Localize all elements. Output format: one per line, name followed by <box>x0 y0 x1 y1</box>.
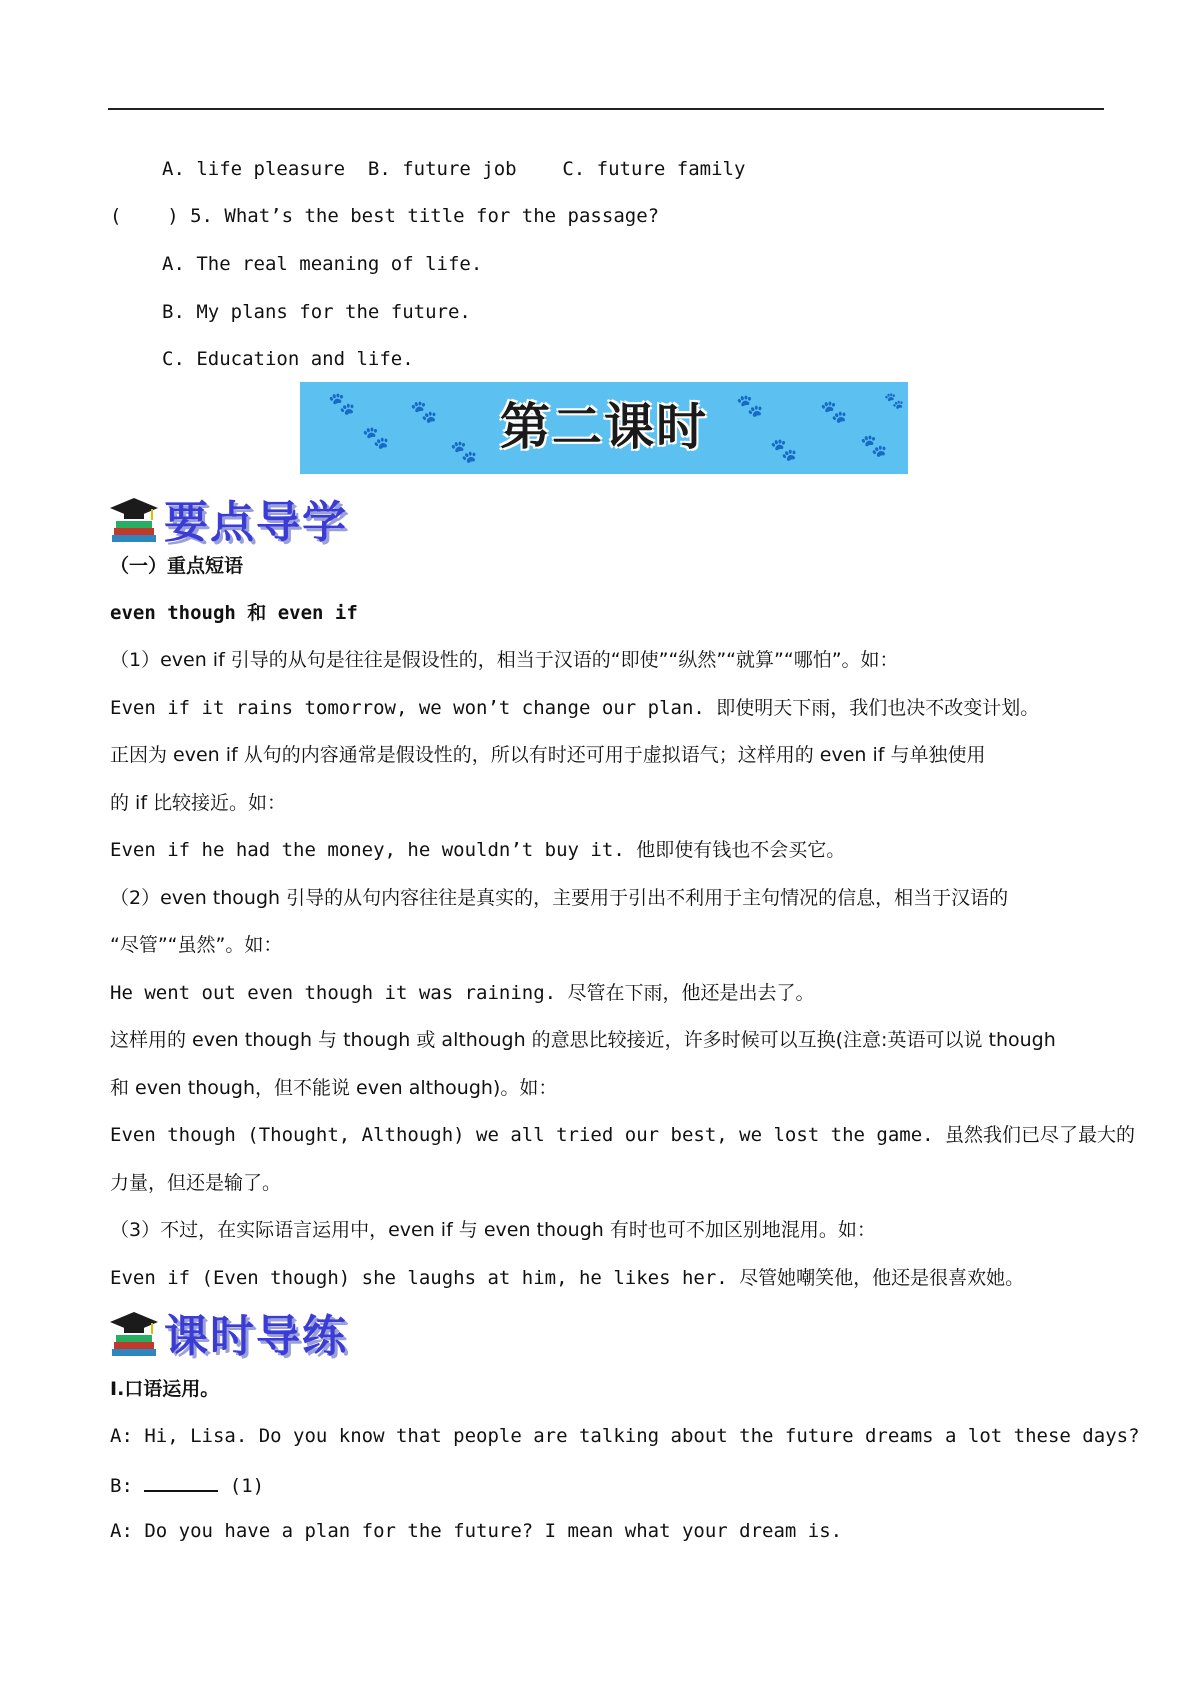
explanation-line: （3）不过，在实际语言运用中，even if 与 even though 有时也可不加区别地混用。如： <box>110 1219 876 1241</box>
explanation-line: （1）even if 引导的从句是往往是假设性的，相当于汉语的“即使”“纵然”“就算”“哪怕”。如： <box>110 649 899 671</box>
paw-icon: 🐾 <box>450 440 478 465</box>
explanation-line: （2）even though 引导的从句内容往往是真实的，主要用于引出不利用于主句情况的信息，相当于汉语的 <box>110 887 1009 909</box>
q5-option-a: A. The real meaning of life. <box>162 253 483 275</box>
dialogue-line: A: Do you have a plan for the future? I mean what your dream is. <box>110 1520 843 1542</box>
paw-icon: 🐾 <box>328 392 356 417</box>
q5-option-b: B. My plans for the future. <box>162 301 471 323</box>
q5-stem: ( ) 5. What’s the best title for the passage? <box>110 205 660 227</box>
section-title: 课时导练 <box>164 1311 348 1362</box>
paw-icon: 🐾 <box>884 391 904 410</box>
blank-number: (1) <box>229 1475 265 1497</box>
example-line: Even if it rains tomorrow, we won’t change our plan. 即使明天下雨，我们也决不改变计划。 <box>110 697 1040 719</box>
example-line: He went out even though it was raining. 尽管在下雨，他还是出去了。 <box>110 982 815 1004</box>
example-line: Even though (Thought, Although) we all tried our best, we lost the game. 虽然我们已尽了最大的 <box>110 1124 1136 1146</box>
explanation-line: 正因为 even if 从句的内容通常是假设性的，所以有时还可用于虚拟语气；这样用的 even if 与单独使用 <box>110 744 986 766</box>
exercise-heading: Ⅰ.口语运用。 <box>110 1378 220 1400</box>
graduation-cap-books-icon <box>108 494 160 546</box>
paw-icon: 🐾 <box>410 400 438 425</box>
paw-icon: 🐾 <box>770 438 798 463</box>
section-title: 要点导学 <box>164 497 348 548</box>
speaker-label: B: <box>110 1475 133 1497</box>
answer-blank[interactable] <box>144 1472 218 1492</box>
explanation-line: “尽管”“虽然”。如： <box>110 934 283 956</box>
paw-icon: 🐾 <box>820 400 848 425</box>
q5-option-c: C. Education and life. <box>162 348 414 370</box>
explanation-line: 这样用的 even though 与 though 或 although 的意思比较接近，许多时候可以互换(注意:英语可以说 though <box>110 1029 1056 1051</box>
dialogue-line-blank <box>110 1472 264 1498</box>
paw-icon: 🐾 <box>860 434 888 459</box>
dialogue-line: A: Hi, Lisa. Do you know that people are talking about the future dreams a lot these days? <box>110 1425 1140 1447</box>
phrase-heading: even though 和 even if <box>110 602 358 624</box>
header-rule <box>108 108 1104 110</box>
example-line: Even if he had the money, he wouldn’t buy it. 他即使有钱也不会买它。 <box>110 839 846 861</box>
section-header-key-points <box>108 486 428 548</box>
q4-options: A. life pleasure B. future job C. future family <box>162 158 746 180</box>
paw-icon: 🐾 <box>362 426 390 451</box>
explanation-line: 力量，但还是输了。 <box>110 1172 282 1194</box>
banner-title: 第二课时 <box>500 398 708 456</box>
paw-icon: 🐾 <box>736 394 764 419</box>
graduation-cap-books-icon <box>108 1308 160 1360</box>
explanation-line: 和 even though，但不能说 even although)。如： <box>110 1077 558 1099</box>
section-heading: （一）重点短语 <box>110 555 244 577</box>
lesson-banner <box>300 382 908 474</box>
section-header-practice <box>108 1300 428 1362</box>
example-line: Even if (Even though) she laughs at him, he likes her. 尽管她嘲笑他，他还是很喜欢她。 <box>110 1267 1025 1289</box>
explanation-line: 的 if 比较接近。如： <box>110 792 287 814</box>
